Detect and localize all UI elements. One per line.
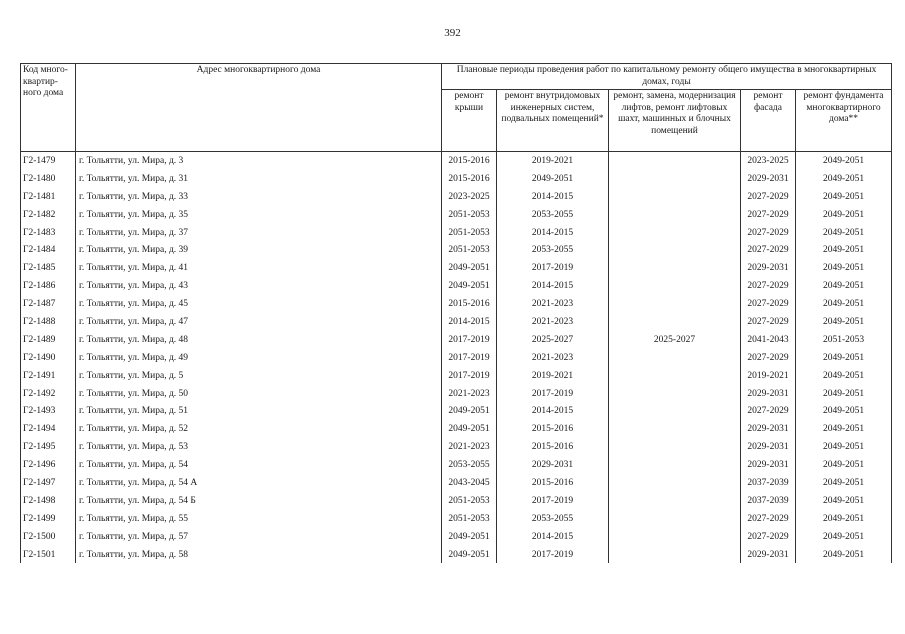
house-code-cell: Г2-1484 bbox=[21, 241, 76, 259]
house-code-cell: Г2-1485 bbox=[21, 259, 76, 277]
roof-period-cell: 2053-2055 bbox=[442, 456, 497, 474]
table-row bbox=[21, 224, 892, 242]
systems-period-cell: 2014-2015 bbox=[497, 528, 609, 546]
systems-period-cell: 2017-2019 bbox=[497, 385, 609, 403]
foundation-period-cell: 2049-2051 bbox=[796, 385, 892, 403]
lifts-period-cell bbox=[609, 349, 741, 367]
address-cell: г. Тольятти, ул. Мира, д. 57 bbox=[76, 528, 442, 546]
lifts-period-cell bbox=[609, 546, 741, 564]
table-row bbox=[21, 402, 892, 420]
roof-period-cell: 2051-2053 bbox=[442, 206, 497, 224]
address-cell: г. Тольятти, ул. Мира, д. 54 А bbox=[76, 474, 442, 492]
table-row bbox=[21, 492, 892, 510]
address-cell: г. Тольятти, ул. Мира, д. 51 bbox=[76, 402, 442, 420]
house-code-cell: Г2-1496 bbox=[21, 456, 76, 474]
systems-period-cell: 2053-2055 bbox=[497, 241, 609, 259]
facade-period-cell: 2029-2031 bbox=[741, 456, 796, 474]
foundation-period-cell: 2049-2051 bbox=[796, 367, 892, 385]
roof-period-cell: 2015-2016 bbox=[442, 152, 497, 170]
facade-period-cell: 2027-2029 bbox=[741, 349, 796, 367]
roof-column-header: ремонт крыши bbox=[442, 90, 497, 152]
foundation-period-cell: 2049-2051 bbox=[796, 259, 892, 277]
table-row bbox=[21, 331, 892, 349]
foundation-period-cell: 2049-2051 bbox=[796, 456, 892, 474]
systems-period-cell: 2017-2019 bbox=[497, 492, 609, 510]
address-cell: г. Тольятти, ул. Мира, д. 50 bbox=[76, 385, 442, 403]
house-code-cell: Г2-1489 bbox=[21, 331, 76, 349]
facade-period-cell: 2029-2031 bbox=[741, 420, 796, 438]
house-code-cell: Г2-1491 bbox=[21, 367, 76, 385]
foundation-period-cell: 2049-2051 bbox=[796, 420, 892, 438]
foundation-period-cell: 2049-2051 bbox=[796, 546, 892, 564]
lifts-period-cell bbox=[609, 206, 741, 224]
table-row bbox=[21, 367, 892, 385]
address-cell: г. Тольятти, ул. Мира, д. 3 bbox=[76, 152, 442, 170]
table-row bbox=[21, 546, 892, 564]
roof-period-cell: 2051-2053 bbox=[442, 510, 497, 528]
facade-period-cell: 2027-2029 bbox=[741, 188, 796, 206]
facade-period-cell: 2041-2043 bbox=[741, 331, 796, 349]
house-code-cell: Г2-1498 bbox=[21, 492, 76, 510]
roof-period-cell: 2023-2025 bbox=[442, 188, 497, 206]
lifts-period-cell bbox=[609, 402, 741, 420]
address-column-header: Адрес многоквартирного дома bbox=[76, 64, 442, 152]
facade-period-cell: 2037-2039 bbox=[741, 492, 796, 510]
table-row bbox=[21, 438, 892, 456]
lifts-period-cell bbox=[609, 259, 741, 277]
foundation-period-cell: 2049-2051 bbox=[796, 170, 892, 188]
lifts-period-cell bbox=[609, 367, 741, 385]
facade-period-cell: 2029-2031 bbox=[741, 546, 796, 564]
house-code-cell: Г2-1490 bbox=[21, 349, 76, 367]
lifts-period-cell bbox=[609, 510, 741, 528]
house-code-cell: Г2-1487 bbox=[21, 295, 76, 313]
systems-period-cell: 2029-2031 bbox=[497, 456, 609, 474]
address-cell: г. Тольятти, ул. Мира, д. 53 bbox=[76, 438, 442, 456]
lifts-period-cell bbox=[609, 224, 741, 242]
roof-period-cell: 2017-2019 bbox=[442, 331, 497, 349]
address-cell: г. Тольятти, ул. Мира, д. 31 bbox=[76, 170, 442, 188]
facade-period-cell: 2029-2031 bbox=[741, 438, 796, 456]
table-row bbox=[21, 170, 892, 188]
roof-period-cell: 2049-2051 bbox=[442, 420, 497, 438]
systems-period-cell: 2019-2021 bbox=[497, 152, 609, 170]
lifts-period-cell bbox=[609, 420, 741, 438]
lifts-period-cell bbox=[609, 277, 741, 295]
table-row bbox=[21, 313, 892, 331]
house-code-cell: Г2-1483 bbox=[21, 224, 76, 242]
facade-period-cell: 2027-2029 bbox=[741, 206, 796, 224]
house-code-cell: Г2-1494 bbox=[21, 420, 76, 438]
table-row bbox=[21, 206, 892, 224]
address-cell: г. Тольятти, ул. Мира, д. 43 bbox=[76, 277, 442, 295]
table-row bbox=[21, 152, 892, 170]
house-code-cell: Г2-1482 bbox=[21, 206, 76, 224]
systems-period-cell: 2053-2055 bbox=[497, 510, 609, 528]
systems-period-cell: 2015-2016 bbox=[497, 420, 609, 438]
systems-period-cell: 2017-2019 bbox=[497, 546, 609, 564]
house-code-cell: Г2-1481 bbox=[21, 188, 76, 206]
table-row bbox=[21, 188, 892, 206]
address-cell: г. Тольятти, ул. Мира, д. 49 bbox=[76, 349, 442, 367]
foundation-period-cell: 2051-2053 bbox=[796, 331, 892, 349]
header-row-top bbox=[21, 64, 892, 90]
facade-period-cell: 2027-2029 bbox=[741, 528, 796, 546]
roof-period-cell: 2049-2051 bbox=[442, 402, 497, 420]
house-code-cell: Г2-1480 bbox=[21, 170, 76, 188]
lifts-period-cell bbox=[609, 438, 741, 456]
roof-period-cell: 2051-2053 bbox=[442, 492, 497, 510]
roof-period-cell: 2017-2019 bbox=[442, 367, 497, 385]
roof-period-cell: 2015-2016 bbox=[442, 295, 497, 313]
systems-period-cell: 2015-2016 bbox=[497, 438, 609, 456]
facade-period-cell: 2023-2025 bbox=[741, 152, 796, 170]
roof-period-cell: 2014-2015 bbox=[442, 313, 497, 331]
house-code-cell: Г2-1479 bbox=[21, 152, 76, 170]
foundation-period-cell: 2049-2051 bbox=[796, 277, 892, 295]
address-cell: г. Тольятти, ул. Мира, д. 45 bbox=[76, 295, 442, 313]
table-row bbox=[21, 259, 892, 277]
roof-period-cell: 2017-2019 bbox=[442, 349, 497, 367]
systems-period-cell: 2053-2055 bbox=[497, 206, 609, 224]
table-row bbox=[21, 295, 892, 313]
foundation-period-cell: 2049-2051 bbox=[796, 510, 892, 528]
house-code-cell: Г2-1495 bbox=[21, 438, 76, 456]
roof-period-cell: 2021-2023 bbox=[442, 438, 497, 456]
facade-period-cell: 2027-2029 bbox=[741, 313, 796, 331]
house-code-cell: Г2-1497 bbox=[21, 474, 76, 492]
lifts-period-cell bbox=[609, 188, 741, 206]
facade-period-cell: 2027-2029 bbox=[741, 295, 796, 313]
foundation-period-cell: 2049-2051 bbox=[796, 224, 892, 242]
address-cell: г. Тольятти, ул. Мира, д. 33 bbox=[76, 188, 442, 206]
lifts-period-cell bbox=[609, 456, 741, 474]
table-row bbox=[21, 420, 892, 438]
foundation-period-cell: 2049-2051 bbox=[796, 438, 892, 456]
facade-period-cell: 2019-2021 bbox=[741, 367, 796, 385]
address-cell: г. Тольятти, ул. Мира, д. 54 bbox=[76, 456, 442, 474]
lifts-period-cell bbox=[609, 295, 741, 313]
roof-period-cell: 2051-2053 bbox=[442, 224, 497, 242]
address-cell: г. Тольятти, ул. Мира, д. 37 bbox=[76, 224, 442, 242]
foundation-period-cell: 2049-2051 bbox=[796, 206, 892, 224]
lifts-period-cell bbox=[609, 474, 741, 492]
table-row bbox=[21, 510, 892, 528]
address-cell: г. Тольятти, ул. Мира, д. 48 bbox=[76, 331, 442, 349]
repair-schedule-table bbox=[20, 63, 892, 563]
foundation-column-header: ремонт фундамента многоквартирного дома** bbox=[796, 90, 892, 152]
roof-period-cell: 2049-2051 bbox=[442, 546, 497, 564]
facade-period-cell: 2027-2029 bbox=[741, 224, 796, 242]
roof-period-cell: 2015-2016 bbox=[442, 170, 497, 188]
address-cell: г. Тольятти, ул. Мира, д. 35 bbox=[76, 206, 442, 224]
systems-column-header: ремонт внутридомовых инженерных систем, подвальных помещений* bbox=[497, 90, 609, 152]
lifts-period-cell bbox=[609, 313, 741, 331]
table-row bbox=[21, 277, 892, 295]
facade-period-cell: 2027-2029 bbox=[741, 277, 796, 295]
systems-period-cell: 2025-2027 bbox=[497, 331, 609, 349]
systems-period-cell: 2049-2051 bbox=[497, 170, 609, 188]
foundation-period-cell: 2049-2051 bbox=[796, 241, 892, 259]
address-cell: г. Тольятти, ул. Мира, д. 55 bbox=[76, 510, 442, 528]
table-body bbox=[21, 152, 892, 564]
facade-period-cell: 2027-2029 bbox=[741, 402, 796, 420]
systems-period-cell: 2021-2023 bbox=[497, 313, 609, 331]
address-cell: г. Тольятти, ул. Мира, д. 39 bbox=[76, 241, 442, 259]
lifts-period-cell bbox=[609, 152, 741, 170]
lifts-period-cell bbox=[609, 170, 741, 188]
facade-period-cell: 2029-2031 bbox=[741, 259, 796, 277]
house-code-cell: Г2-1488 bbox=[21, 313, 76, 331]
roof-period-cell: 2049-2051 bbox=[442, 528, 497, 546]
foundation-period-cell: 2049-2051 bbox=[796, 188, 892, 206]
roof-period-cell: 2051-2053 bbox=[442, 241, 497, 259]
code-column-header: Код много-квартир-ного дома bbox=[21, 64, 76, 152]
lifts-period-cell bbox=[609, 385, 741, 403]
address-cell: г. Тольятти, ул. Мира, д. 41 bbox=[76, 259, 442, 277]
page-number: 392 bbox=[444, 27, 461, 39]
table-row bbox=[21, 474, 892, 492]
table-row bbox=[21, 241, 892, 259]
systems-period-cell: 2014-2015 bbox=[497, 277, 609, 295]
foundation-period-cell: 2049-2051 bbox=[796, 474, 892, 492]
systems-period-cell: 2014-2015 bbox=[497, 188, 609, 206]
house-code-cell: Г2-1486 bbox=[21, 277, 76, 295]
systems-period-cell: 2017-2019 bbox=[497, 259, 609, 277]
lifts-period-cell: 2025-2027 bbox=[609, 331, 741, 349]
table-row bbox=[21, 349, 892, 367]
foundation-period-cell: 2049-2051 bbox=[796, 295, 892, 313]
lifts-period-cell bbox=[609, 241, 741, 259]
systems-period-cell: 2014-2015 bbox=[497, 224, 609, 242]
table-row bbox=[21, 528, 892, 546]
facade-period-cell: 2027-2029 bbox=[741, 510, 796, 528]
facade-period-cell: 2029-2031 bbox=[741, 170, 796, 188]
systems-period-cell: 2021-2023 bbox=[497, 295, 609, 313]
house-code-cell: Г2-1499 bbox=[21, 510, 76, 528]
house-code-cell: Г2-1500 bbox=[21, 528, 76, 546]
address-cell: г. Тольятти, ул. Мира, д. 58 bbox=[76, 546, 442, 564]
roof-period-cell: 2049-2051 bbox=[442, 259, 497, 277]
address-cell: г. Тольятти, ул. Мира, д. 47 bbox=[76, 313, 442, 331]
facade-period-cell: 2027-2029 bbox=[741, 241, 796, 259]
house-code-cell: Г2-1501 bbox=[21, 546, 76, 564]
foundation-period-cell: 2049-2051 bbox=[796, 152, 892, 170]
lifts-period-cell bbox=[609, 528, 741, 546]
foundation-period-cell: 2049-2051 bbox=[796, 349, 892, 367]
foundation-period-cell: 2049-2051 bbox=[796, 528, 892, 546]
address-cell: г. Тольятти, ул. Мира, д. 54 Б bbox=[76, 492, 442, 510]
systems-period-cell: 2019-2021 bbox=[497, 367, 609, 385]
address-cell: г. Тольятти, ул. Мира, д. 5 bbox=[76, 367, 442, 385]
foundation-period-cell: 2049-2051 bbox=[796, 492, 892, 510]
table-row bbox=[21, 385, 892, 403]
facade-column-header: ремонт фасада bbox=[741, 90, 796, 152]
lifts-column-header: ремонт, замена, модернизация лифтов, ремонт лифтовых шахт, машинных и блочных помещений bbox=[609, 90, 741, 152]
house-code-cell: Г2-1493 bbox=[21, 402, 76, 420]
roof-period-cell: 2021-2023 bbox=[442, 385, 497, 403]
table-row bbox=[21, 456, 892, 474]
facade-period-cell: 2037-2039 bbox=[741, 474, 796, 492]
address-cell: г. Тольятти, ул. Мира, д. 52 bbox=[76, 420, 442, 438]
foundation-period-cell: 2049-2051 bbox=[796, 402, 892, 420]
roof-period-cell: 2049-2051 bbox=[442, 277, 497, 295]
systems-period-cell: 2014-2015 bbox=[497, 402, 609, 420]
systems-period-cell: 2021-2023 bbox=[497, 349, 609, 367]
systems-period-cell: 2015-2016 bbox=[497, 474, 609, 492]
facade-period-cell: 2029-2031 bbox=[741, 385, 796, 403]
roof-period-cell: 2043-2045 bbox=[442, 474, 497, 492]
lifts-period-cell bbox=[609, 492, 741, 510]
periods-group-header: Плановые периоды проведения работ по капитальному ремонту общего имущества в многоквартирных домах, годы bbox=[442, 64, 892, 90]
foundation-period-cell: 2049-2051 bbox=[796, 313, 892, 331]
house-code-cell: Г2-1492 bbox=[21, 385, 76, 403]
